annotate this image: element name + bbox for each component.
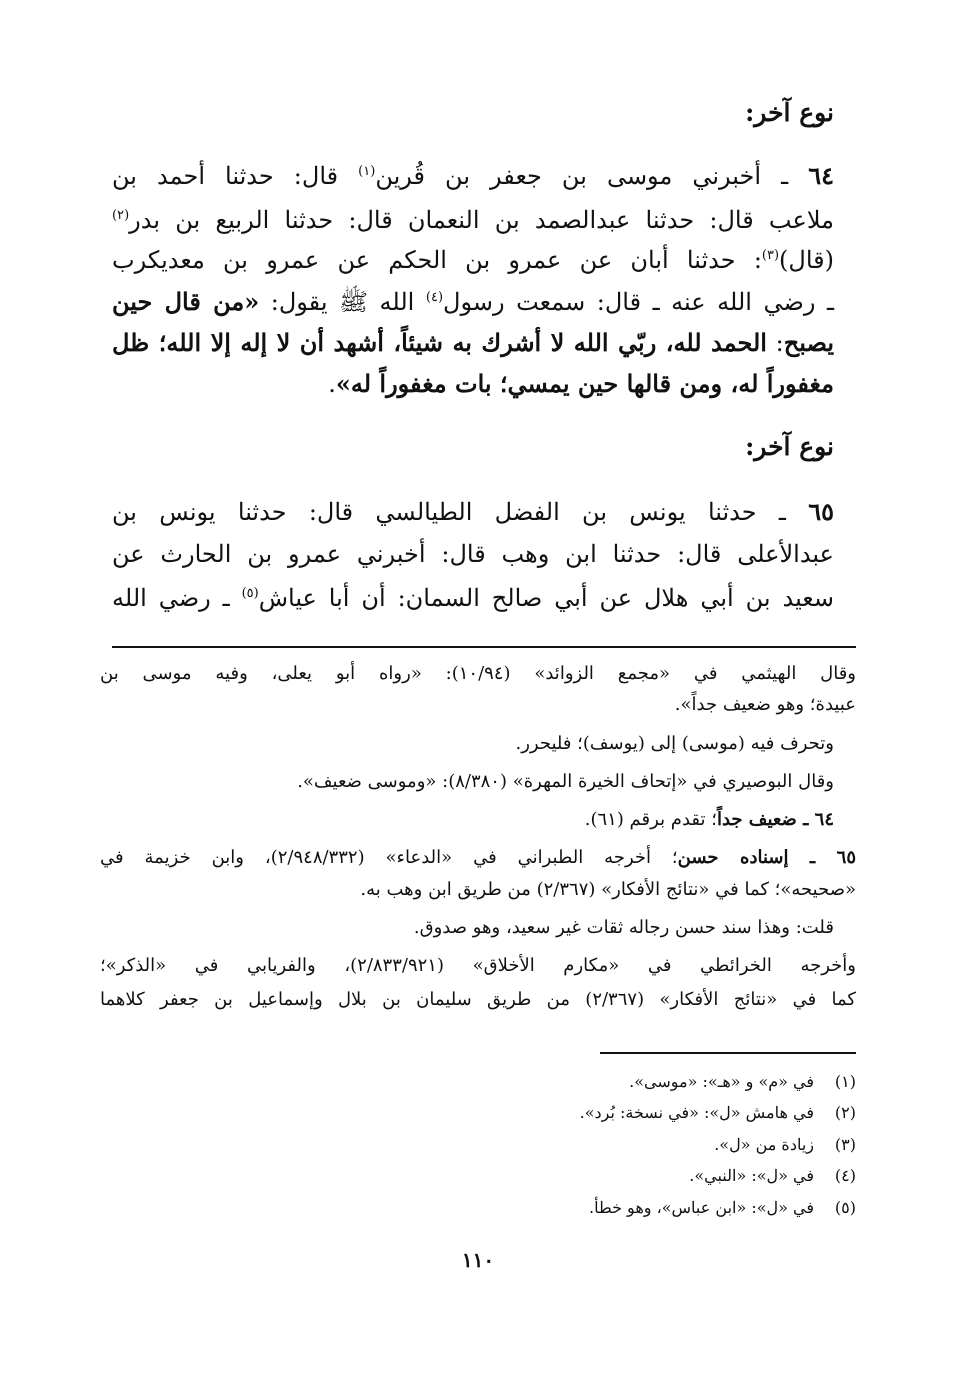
note-line: وأخرجه الخرائطي في «مكارم الأخلاق» (٢/٨٣٣/٩٢١)، والفريابي في «الذكر»؛ [100,955,856,976]
hadith-64-line-6 [112,364,834,404]
note-line: وقال الهيثمي في «مجمع الزوائد» (١٠/٩٤): «رواه أبو يعلى، وفيه موسى بن [100,663,856,684]
hadith-65-line-3 [112,578,834,618]
text-run: الله ﷺ يقول: [259,288,426,316]
text-run: (قال) [779,246,834,274]
footnote-number: (٥) [834,1198,856,1217]
note-line: وقال البوصيري في «إتحاف الخيرة المهرة» (٨/٣٨٠): «وموسى ضعيف». [297,771,834,792]
text-run: سعيد بن أبي هلال عن أبي صالح السمان: أن أبا عياش [258,584,834,612]
note-line [100,844,856,872]
footnote-item [629,1070,856,1094]
note-line: عبيدة؛ وهو ضعيف جداً». [674,694,856,715]
notes-divider [112,646,856,648]
hadith-number: ٦٤ [808,161,834,190]
footnote-number: (٢) [834,1103,856,1122]
text-run: قال: حدثنا أحمد بن [112,162,359,190]
section-heading: نوع آخر: [745,432,834,461]
hadith-64-line-2 [112,200,834,240]
text-run: ـ حدثنا يونس بن الفضل الطيالسي قال: حدثنا يونس بن [112,498,809,526]
footnote-item [589,1196,856,1220]
footnotes-divider [600,1052,856,1054]
text-run: ملاعب قال: حدثنا عبدالصمد بن النعمان قال: حدثنا الربيع بن بدر [129,206,834,234]
footnote-text: في «ل»: «النبي». [689,1166,814,1185]
grading: ـ ضعيف جداً [716,809,815,830]
text-run: : حدثنا أبان عن عمرو بن الحكم عن عمرو بن معديكرب [112,246,762,274]
footnote-text: زيادة من «ل». [714,1135,814,1154]
hadith-65-line-2 [112,534,834,574]
hadith-quote: يصبح [783,328,834,357]
note-number: ٦٥ [836,847,857,868]
text-run: . [328,370,336,398]
hadith-64-line-4 [112,282,834,322]
hadith-64-line-5 [112,323,834,363]
footnote-item [580,1101,856,1125]
note-line: «صحيحه»؛ كما في «نتائج الأفكار» (٢/٣٦٧) من طريق ابن وهب به. [360,879,856,900]
footnote-text: في «ل»: «ابن عباس»، وهو خطأ. [588,1198,814,1217]
section-heading: نوع آخر: [745,98,834,127]
text-run: عبدالأعلى قال: حدثنا ابن وهب قال: أخبرني عمرو بن الحارث عن [112,540,834,568]
hadith-quote: مغفوراً له، ومن قالها حين يمسي؛ بات مغفوراً له» [335,369,834,398]
footnote-number: (٣) [834,1135,856,1154]
page-number: ١١٠ [461,1248,495,1272]
footnote-ref[interactable]: (١) [358,164,376,179]
hadith-number: ٦٥ [808,497,834,526]
text-run: ـ رضي الله [112,584,242,612]
hadith-64-line-1 [112,156,834,196]
note-line: قلت: وهذا سند حسن رجاله ثقات غير سعيد، وهو صدوق. [413,917,834,938]
footnote-item [689,1164,856,1188]
text-run: ؛ تقدم برقم (٦١). [584,809,717,830]
footnote-text: في «م» و «هـ»: «موسى». [629,1072,814,1091]
note-line [100,806,834,834]
footnote-text: في هامش «ل»: «في نسخة: بُرد». [579,1103,814,1122]
text-run: ـ رضي الله عنه ـ قال: سمعت رسول [443,288,834,316]
note-number: ٦٤ [814,809,834,830]
footnote-item [714,1133,856,1157]
footnote-number: (١) [834,1072,856,1091]
text-run: ـ أخبرني موسى بن جعفر بن قُرين [375,162,809,190]
hadith-quote: «من قال حين [112,287,260,316]
footnote-number: (٤) [834,1166,856,1185]
footnote-ref[interactable]: (٣) [761,248,780,263]
text-run: ؛ أخرجه الطبراني في «الدعاء» (٢/٩٤٨/٣٣٢)، وابن خزيمة في [100,847,678,868]
hadith-quote: الحمد لله، ربّي الله لا أشرك به شيئاً، أشهد أن لا إله إلا الله؛ ظل [112,328,767,357]
footnote-ref[interactable]: (٢) [112,208,130,223]
hadith-64-line-3 [112,240,834,280]
footnote-ref[interactable]: (٤) [425,290,444,305]
note-line: كما في «نتائج الأفكار» (٢/٣٦٧) من طريق سليمان بن بلال وإسماعيل بن جعفر كلاهما [100,989,856,1010]
hadith-65-line-1 [112,492,834,532]
footnote-ref[interactable]: (٥) [241,586,259,601]
text-run: : [766,329,784,357]
grading: ـ إسناده حسن [677,847,837,868]
note-line: وتحرف فيه (موسى) إلى (يوسف)؛ فليحرر. [515,733,834,754]
